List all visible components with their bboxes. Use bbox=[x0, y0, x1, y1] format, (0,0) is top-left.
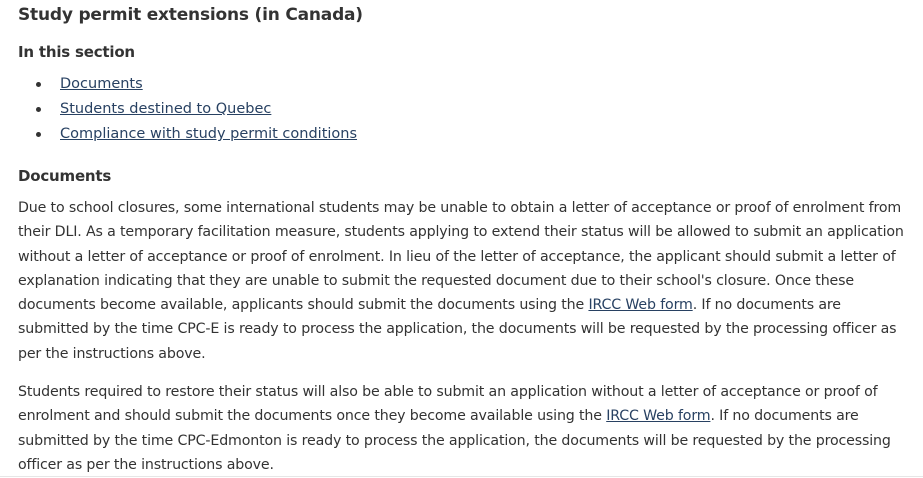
divider bbox=[0, 476, 923, 477]
documents-heading: Documents bbox=[18, 167, 112, 185]
toc-item bbox=[18, 72, 357, 97]
ircc-web-form-link[interactable]: IRCC Web form bbox=[588, 297, 693, 314]
toc-item bbox=[18, 97, 357, 122]
section-toc bbox=[18, 72, 357, 147]
paragraph-text: Due to school closures, some international students may be unable to obtain a letter of acceptance or proof of enrolment from their DLI. As a temporary facilitation measure, students applying to extend their status will be allowed to submit an application without a letter of acceptance or proof of enrolment. In lieu of the letter of acceptance, the applicant should submit a letter of explanation indicating that they are unable to submit the requested document due to their school's closure. Once these documents become available, applicants should submit the documents using the bbox=[18, 200, 904, 314]
toc-link-quebec[interactable]: Students destined to Quebec bbox=[60, 101, 272, 117]
paragraph-text: . If no documents are submitted by the time CPC-E is ready to process the application, the documents will be requested by the processing officer as per the instructions above. bbox=[18, 297, 897, 362]
documents-paragraph-2 bbox=[18, 380, 908, 477]
page-title: Study permit extensions (in Canada) bbox=[18, 5, 363, 25]
section-heading: In this section bbox=[18, 43, 135, 61]
ircc-web-form-link[interactable]: IRCC Web form bbox=[606, 408, 711, 425]
paragraph-text: . If no documents are submitted by the time CPC-Edmonton is ready to process the application, the documents will be requested by the processing officer as per the instructions above. bbox=[18, 408, 891, 473]
toc-link-compliance[interactable]: Compliance with study permit conditions bbox=[60, 126, 358, 142]
toc-item bbox=[18, 122, 357, 147]
documents-paragraph-1 bbox=[18, 196, 908, 366]
toc-link-documents[interactable]: Documents bbox=[60, 76, 143, 92]
paragraph-text: Students required to restore their status will also be able to submit an application without a letter of acceptance or proof of enrolment and should submit the documents once they become available using the bbox=[18, 384, 878, 425]
